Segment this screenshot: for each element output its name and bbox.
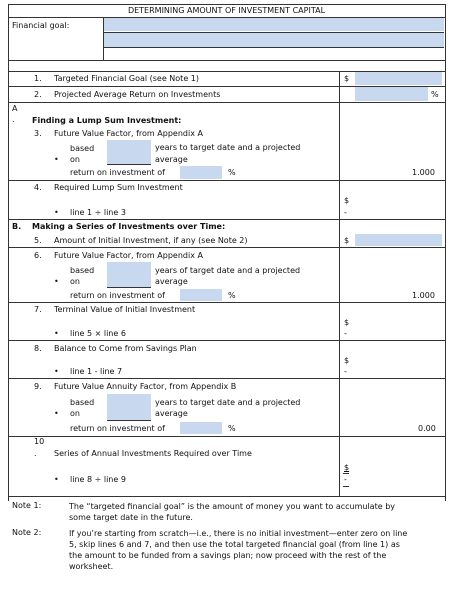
- result-dash: -: [344, 367, 347, 376]
- currency-symbol: $: [344, 463, 350, 472]
- line2-label: Projected Average Return on Investments: [54, 90, 221, 99]
- note2-label: Note 2:: [12, 528, 42, 537]
- row-divider: [8, 340, 445, 341]
- bullet: •: [54, 329, 59, 338]
- targeted-goal-input[interactable]: [355, 72, 442, 85]
- years-underline: [107, 287, 151, 288]
- line4-formula: line 1 ÷ line 3: [70, 208, 126, 217]
- on-label: on: [70, 155, 80, 164]
- row-divider: [8, 180, 445, 181]
- row-divider: [8, 219, 445, 220]
- result-dash: -: [344, 329, 347, 338]
- bullet: •: [54, 277, 59, 286]
- line-number: 4.: [34, 183, 42, 192]
- line5-label: Amount of Initial Investment, if any (see Note 2): [54, 236, 248, 245]
- line-number: 2.: [34, 90, 42, 99]
- line1-label: Targeted Financial Goal (see Note 1): [54, 74, 199, 83]
- average-text: average: [155, 409, 188, 418]
- return-text: return on investment of: [70, 291, 165, 300]
- line-number: 9.: [34, 382, 42, 391]
- on-label: on: [70, 277, 80, 286]
- bullet: •: [54, 367, 59, 376]
- bullet: •: [54, 155, 59, 164]
- future-value-factor: 1.000: [412, 291, 435, 300]
- row-divider: [8, 302, 445, 303]
- line3-label: Future Value Factor, from Appendix A: [54, 129, 203, 138]
- annuity-factor: 0.00: [418, 424, 436, 433]
- years-text: years of target date and a projected: [155, 266, 301, 275]
- line8-label: Balance to Come from Savings Plan: [54, 344, 197, 353]
- line-number: 1.: [34, 74, 42, 83]
- section-a-letter: A: [12, 104, 18, 113]
- bullet: •: [54, 208, 59, 217]
- bullet: •: [54, 409, 59, 418]
- note1-label: Note 1:: [12, 501, 42, 510]
- initial-investment-input[interactable]: [355, 234, 442, 246]
- percent-sign: %: [228, 291, 236, 300]
- line-number: 7.: [34, 305, 42, 314]
- years-underline: [107, 420, 151, 421]
- future-value-factor: 1.000: [412, 168, 435, 177]
- border-left: [8, 4, 9, 501]
- row-divider: [8, 378, 445, 379]
- result-dash: -: [344, 208, 347, 217]
- based-label: based: [70, 266, 95, 275]
- financial-goal-field-2[interactable]: [104, 33, 444, 47]
- financial-goal-field[interactable]: [104, 18, 444, 31]
- border-right: [445, 4, 446, 501]
- percent-sign: %: [228, 424, 236, 433]
- based-label: based: [70, 398, 95, 407]
- notes-divider: [8, 496, 445, 497]
- years-text: years to target date and a projected: [155, 143, 301, 152]
- section-b-title: Making a Series of Investments over Time:: [32, 222, 226, 231]
- note2-text: If you’re starting from scratch—i.e., there is no initial investment—enter zero on line 5, skip lines 6 and 7, and then use the total targeted financial goal (from line 1) as the amount to be funded from a savings plan; now proceed with the rest of the worksheet.: [69, 529, 408, 571]
- currency-symbol: $: [344, 318, 350, 327]
- bullet: •: [54, 475, 59, 484]
- line-number: 10: [34, 437, 45, 446]
- line-number: 5.: [34, 236, 42, 245]
- average-text: average: [155, 277, 188, 286]
- based-label: based: [70, 144, 95, 153]
- financial-goal-label: Financial goal:: [12, 21, 70, 30]
- projected-return-input[interactable]: [355, 87, 428, 101]
- average-text: average: [155, 155, 188, 164]
- section-b-letter: B.: [12, 222, 22, 231]
- line-number: 3.: [34, 129, 42, 138]
- field-underline: [104, 47, 444, 48]
- currency-symbol: $: [344, 74, 350, 83]
- line4-label: Required Lump Sum Investment: [54, 183, 183, 192]
- years-input[interactable]: [107, 394, 151, 420]
- line10-label: Series of Annual Investments Required over Time: [54, 449, 252, 458]
- line-number: 8.: [34, 344, 42, 353]
- goal-divider: [8, 60, 445, 61]
- row-divider: [8, 102, 445, 103]
- worksheet-title: DETERMINING AMOUNT OF INVESTMENT CAPITAL: [127, 6, 326, 15]
- line8-formula: line 1 - line 7: [70, 367, 123, 376]
- on-label: on: [70, 409, 80, 418]
- years-underline: [107, 164, 151, 165]
- return-text: return on investment of: [70, 424, 165, 433]
- line10-formula: line 8 ÷ line 9: [70, 475, 126, 484]
- result-dash: -: [344, 475, 347, 484]
- double-underline: [343, 473, 349, 474]
- line9-label: Future Value Annuity Factor, from Appendix B: [54, 382, 237, 391]
- years-text: years to target date and a projected: [155, 398, 301, 407]
- return-rate-input[interactable]: [180, 422, 222, 434]
- line6-label: Future Value Factor, from Appendix A: [54, 251, 203, 260]
- currency-symbol: $: [344, 236, 350, 245]
- line-number-dot: .: [34, 449, 37, 458]
- row-divider: [8, 247, 445, 248]
- section-a-title: Finding a Lump Sum Investment:: [32, 116, 182, 125]
- percent-sign: %: [431, 90, 439, 99]
- currency-symbol: $: [344, 356, 350, 365]
- line7-label: Terminal Value of Initial Investment: [54, 305, 196, 314]
- years-input[interactable]: [107, 262, 151, 287]
- row-divider: [8, 436, 445, 437]
- return-rate-input[interactable]: [180, 289, 222, 301]
- line7-formula: line 5 × line 6: [70, 329, 126, 338]
- percent-sign: %: [228, 168, 236, 177]
- border-top: [8, 4, 445, 5]
- double-underline: [343, 486, 349, 487]
- return-rate-input[interactable]: [180, 166, 222, 179]
- amount-column-divider: [339, 71, 340, 496]
- section-a-dot: .: [12, 115, 15, 124]
- currency-symbol: $: [344, 196, 350, 205]
- line-number: 6.: [34, 251, 42, 260]
- years-input[interactable]: [107, 140, 151, 164]
- note1-text: The “targeted financial goal” is the amount of money you want to accumulate by some target date in the future.: [69, 502, 395, 522]
- return-text: return on investment of: [70, 168, 165, 177]
